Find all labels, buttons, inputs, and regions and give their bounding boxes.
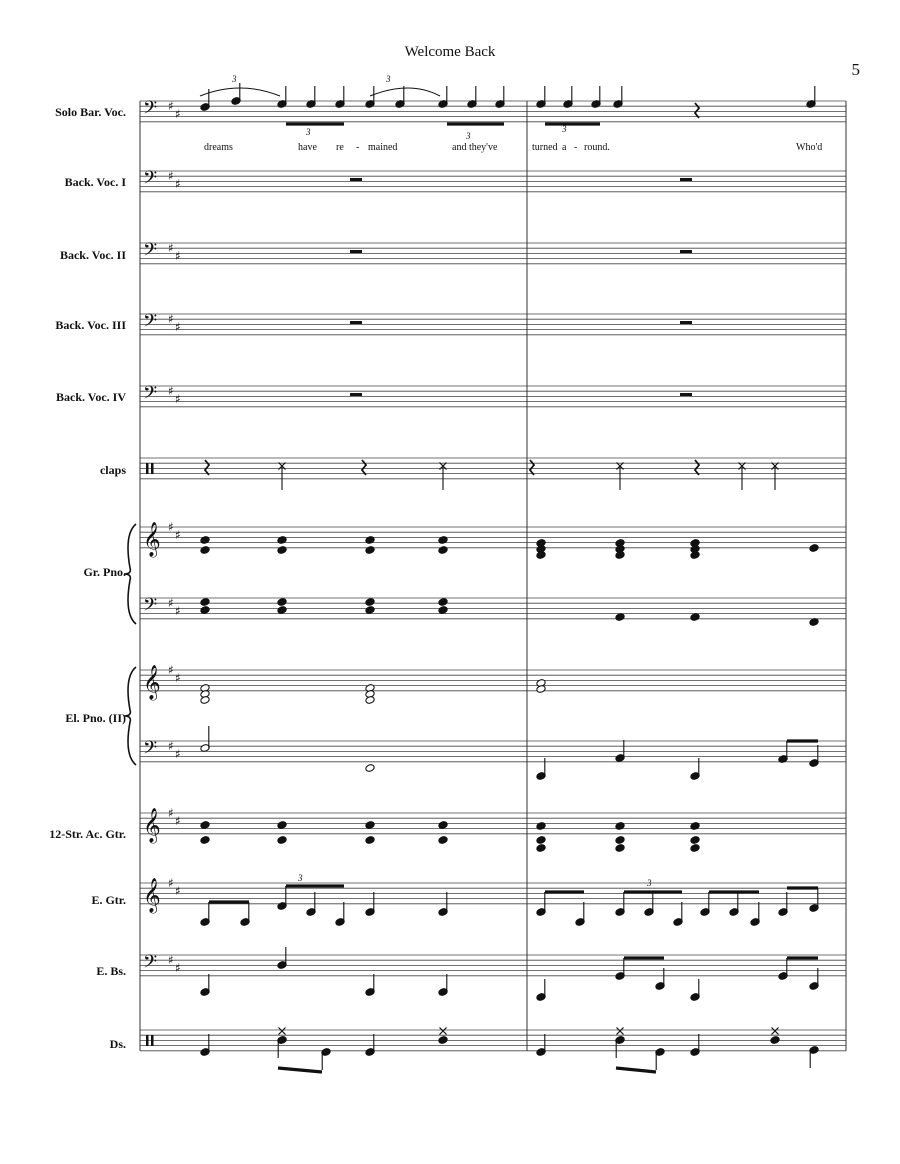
notehead <box>365 536 375 545</box>
x-notehead <box>279 1028 286 1035</box>
slur <box>370 88 440 96</box>
score-title: Welcome Back <box>404 44 496 60</box>
percussion-clef-icon <box>151 1035 154 1046</box>
label-claps: claps <box>99 463 126 477</box>
notehead <box>536 822 546 831</box>
whole-rest <box>350 321 362 324</box>
notehead <box>365 836 375 845</box>
sharp-icon: ♯ <box>168 596 174 611</box>
lyric-mained: mained <box>368 142 398 153</box>
notehead <box>365 821 375 830</box>
sharp-icon: ♯ <box>175 883 181 898</box>
label-el-pno: El. Pno. (II) <box>65 711 126 725</box>
staff <box>140 595 846 620</box>
percussion-clef-icon <box>146 1035 149 1046</box>
staff <box>140 240 846 265</box>
music-notation <box>124 83 846 1072</box>
page-number: 5 <box>851 60 860 79</box>
notehead <box>277 821 287 830</box>
quarter-rest <box>205 460 209 475</box>
sharp-icon: ♯ <box>175 107 181 121</box>
whole-rest <box>680 393 692 396</box>
tuplet-mark: 3 <box>232 74 237 84</box>
x-notehead <box>617 1028 624 1035</box>
notehead <box>809 544 819 553</box>
staff <box>140 1030 846 1051</box>
whole-rest <box>680 250 692 253</box>
label-back-voc-1: Back. Voc. I <box>64 175 126 189</box>
lyric-whod: Who'd <box>796 142 823 153</box>
percussion-clef-icon <box>146 463 149 474</box>
notehead <box>277 546 287 555</box>
sharp-icon: ♯ <box>168 384 174 399</box>
whole-rest <box>350 250 362 253</box>
notehead <box>615 822 625 831</box>
quarter-rest <box>695 103 699 118</box>
staff <box>140 311 846 336</box>
lyric-have: have <box>298 142 317 153</box>
notehead <box>536 836 546 845</box>
notehead <box>615 836 625 845</box>
bass-clef-icon: 𝄢 <box>143 383 158 408</box>
sharp-icon: ♯ <box>168 520 174 534</box>
notehead <box>365 598 375 607</box>
bass-clef-icon: 𝄢 <box>143 168 158 193</box>
sharp-icon: ♯ <box>175 527 181 542</box>
tuplet-mark: 3 <box>466 131 471 141</box>
beam <box>278 1068 322 1072</box>
sharp-icon: ♯ <box>175 320 181 334</box>
label-ds: Ds. <box>109 1037 126 1051</box>
brace-icon <box>124 524 136 624</box>
notehead <box>200 536 210 545</box>
sharp-icon: ♯ <box>175 249 181 263</box>
tuplet-mark: 3 <box>298 873 303 883</box>
sharp-icon: ♯ <box>168 739 174 754</box>
treble-clef-icon: 𝄞 <box>143 808 161 843</box>
label-back-voc-3: Back. Voc. III <box>55 318 126 332</box>
notehead <box>200 836 210 845</box>
staff <box>140 806 846 844</box>
treble-clef-icon: 𝄞 <box>143 665 161 700</box>
notehead <box>438 606 448 615</box>
staff <box>140 98 846 123</box>
bass-clef-icon: 𝄢 <box>143 240 158 265</box>
sharp-icon: ♯ <box>175 604 181 618</box>
staff <box>140 876 846 914</box>
percussion-clef-icon <box>151 463 154 474</box>
lyric-a: a <box>562 142 567 153</box>
quarter-rest <box>362 460 366 475</box>
bass-clef-icon: 𝄢 <box>143 952 158 977</box>
beam <box>616 1068 656 1072</box>
notehead <box>438 1036 448 1045</box>
lyric-turned: turned <box>532 142 558 153</box>
staff-lines <box>140 98 846 1051</box>
notehead <box>200 546 210 555</box>
quarter-rest <box>695 460 699 475</box>
sharp-icon: ♯ <box>168 169 174 184</box>
staff <box>140 520 846 558</box>
sharp-icon: ♯ <box>175 177 181 191</box>
notehead <box>200 821 210 830</box>
notehead <box>277 536 287 545</box>
staff <box>140 663 846 701</box>
label-back-voc-4: Back. Voc. IV <box>55 390 126 404</box>
notehead <box>200 598 210 607</box>
lyric-hyphen-2: - <box>574 142 578 153</box>
notehead <box>365 764 375 773</box>
treble-clef-icon: 𝄞 <box>143 522 161 557</box>
sharp-icon: ♯ <box>168 953 174 968</box>
brace-icon <box>124 667 136 765</box>
bass-clef-icon: 𝄢 <box>143 311 158 336</box>
staff <box>140 738 846 763</box>
notehead <box>277 836 287 845</box>
notehead <box>536 844 546 853</box>
notehead <box>200 606 210 615</box>
sharp-icon: ♯ <box>168 663 174 677</box>
label-12-str-ac-gtr: 12-Str. Ac. Gtr. <box>49 827 126 841</box>
staff <box>140 952 846 977</box>
tuplet-mark: 3 <box>562 124 567 134</box>
notehead <box>438 821 448 830</box>
notehead <box>690 836 700 845</box>
lyric-round: round. <box>584 142 610 153</box>
notehead <box>438 836 448 845</box>
sharp-icon: ♯ <box>175 813 181 828</box>
x-notehead <box>772 1028 779 1035</box>
notehead <box>277 598 287 607</box>
sharp-icon: ♯ <box>175 392 181 406</box>
notehead <box>615 844 625 853</box>
sharp-icon: ♯ <box>168 876 174 890</box>
sharp-icon: ♯ <box>175 961 181 975</box>
bass-clef-icon: 𝄢 <box>143 98 158 123</box>
label-solo-bar-voc: Solo Bar. Voc. <box>55 105 126 119</box>
notehead <box>365 546 375 555</box>
notehead <box>770 1036 780 1045</box>
notehead <box>438 598 448 607</box>
label-back-voc-2: Back. Voc. II <box>59 248 126 262</box>
treble-clef-icon: 𝄞 <box>143 878 161 913</box>
lyric-and-theyve: and they've <box>452 142 498 153</box>
whole-rest <box>680 178 692 181</box>
lyric-dreams: dreams <box>204 142 233 153</box>
sharp-icon: ♯ <box>168 312 174 327</box>
tuplet-mark: 3 <box>647 878 652 888</box>
lyric-re: re <box>336 142 344 153</box>
bass-clef-icon: 𝄢 <box>143 738 158 763</box>
notehead <box>277 606 287 615</box>
sharp-icon: ♯ <box>175 670 181 685</box>
tuplet-mark: 3 <box>306 127 311 137</box>
notehead <box>438 546 448 555</box>
notehead <box>690 844 700 853</box>
sharp-icon: ♯ <box>168 241 174 256</box>
label-e-bs: E. Bs. <box>96 964 126 978</box>
whole-rest <box>680 321 692 324</box>
sharp-icon: ♯ <box>175 747 181 761</box>
notehead <box>690 822 700 831</box>
label-gr-pno: Gr. Pno. <box>83 565 126 579</box>
sharp-icon: ♯ <box>168 99 174 114</box>
notehead <box>365 606 375 615</box>
quarter-rest <box>530 460 534 475</box>
whole-rest <box>350 393 362 396</box>
tuplet-mark: 3 <box>386 74 391 84</box>
staff <box>140 168 846 193</box>
notehead <box>438 536 448 545</box>
label-e-gtr: E. Gtr. <box>91 893 126 907</box>
whole-rest <box>350 178 362 181</box>
bass-clef-icon: 𝄢 <box>143 595 158 620</box>
sharp-icon: ♯ <box>168 806 174 820</box>
x-notehead <box>440 1028 447 1035</box>
lyric-hyphen-1: - <box>356 142 360 153</box>
staff <box>140 383 846 408</box>
